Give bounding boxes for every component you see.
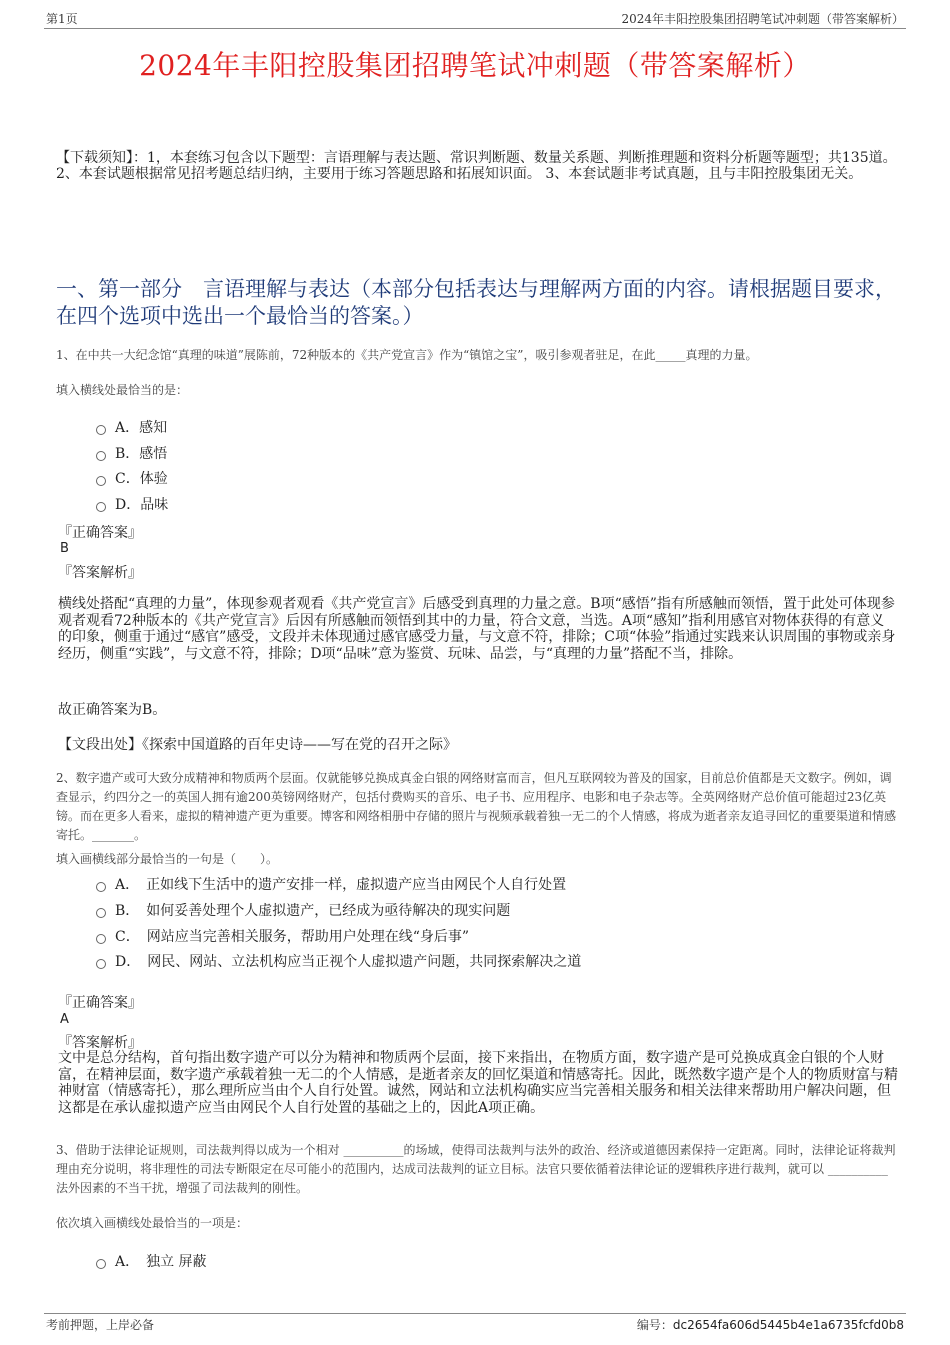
radio-icon[interactable] <box>96 1259 106 1269</box>
radio-icon[interactable] <box>96 959 106 969</box>
q1-prompt: 填入横线处最恰当的是： <box>56 383 189 397</box>
q1-conclusion: 故正确答案为B。 <box>58 702 167 718</box>
document-code <box>637 1316 904 1333</box>
q2-correct-label: 『正确答案』 <box>58 995 142 1011</box>
option-label: C．体验 <box>115 471 168 487</box>
running-title: 2024年丰阳控股集团招聘笔试冲刺题（带答案解析） <box>621 12 904 26</box>
q1-analysis-label: 『答案解析』 <box>58 565 142 581</box>
page-number: 第1页 <box>46 12 78 26</box>
radio-icon[interactable] <box>96 882 106 892</box>
radio-icon[interactable] <box>96 425 106 435</box>
q3-prompt: 依次填入画横线处最恰当的一项是： <box>56 1216 249 1230</box>
option-label: B． 如何妥善处理个人虚拟遗产，已经成为亟待解决的现实问题 <box>115 903 511 919</box>
radio-icon[interactable] <box>96 502 106 512</box>
option-label: A． 独立 屏蔽 <box>115 1254 207 1270</box>
q2-prompt: 填入画横线部分最恰当的一句是（ ）。 <box>56 852 279 866</box>
footer-divider <box>44 1313 906 1314</box>
q1-analysis: 横线处搭配“真理的力量”，体现参观者观看《共产党宣言》后感受到真理的力量之意。B项“感悟”指有所感触而领悟，置于此处可体现参观者观看72种版本的《共产党宣言》后因有所感触而领悟到其中的力量，符合文意，当选。A项“感知”指利用感官对物体获得的有意义的印象，侧重于通过“感官”感受，文段并未体现通过感官感受力量，与文意不符，排除；C项“体验”指通过实践来认识周围的事物或亲身经历，侧重“实践”，与文意不符，排除；D项“品味”意为鉴赏、玩味、品尝，与“真理的力量”搭配不当，排除。 <box>58 596 896 662</box>
q1-answer: B <box>60 541 69 556</box>
q1-option-c[interactable] <box>96 468 168 488</box>
q1-stem: 1、在中共一大纪念馆“真理的味道”展陈前，72种版本的《共产党宣言》作为“镇馆之宝”，吸引参观者驻足，在此_____真理的力量。 <box>56 348 758 362</box>
q1-option-d[interactable] <box>96 494 168 514</box>
option-label: B．感悟 <box>115 446 168 462</box>
q1-option-a[interactable] <box>96 417 167 437</box>
option-label: D． 网民、网站、立法机构应当正视个人虚拟遗产问题，共同探索解决之道 <box>115 954 582 970</box>
option-label: D．品味 <box>115 497 169 513</box>
q2-option-d[interactable] <box>96 951 581 971</box>
code-label: 编号： <box>636 1318 673 1332</box>
download-notice: 【下载须知】：1，本套练习包含以下题型：言语理解与表达题、常识判断题、数量关系题、判断推理题和资料分析题等题型；共135道。 2、本套试题根据常见招考题总结归纳，主要用于练习答题思路和拓展知识面。 3、本套试题非考试真题，且与丰阳控股集团无关。 <box>56 150 897 182</box>
q3-stem: 3、借助于法律论证规则，司法裁判得以成为一个相对 __________的场域，使得司法裁判与法外的政治、经济或道德因素保持一定距离。同时，法律论证将裁判理由充分说明，将非理性的司法专断限定在尽可能小的范围内，达成司法裁判的证立目标。法官只要依循着法律论证的逻辑秩序进行裁判，就可以 __________法外因素的不当干扰，增强了司法裁判的刚性。 <box>56 1143 896 1195</box>
radio-icon[interactable] <box>96 476 106 486</box>
option-label: A． 正如线下生活中的遗产安排一样，虚拟遗产应当由网民个人自行处置 <box>115 877 567 893</box>
q1-source: 【文段出处】《探索中国道路的百年史诗——写在党的召开之际》 <box>58 737 457 753</box>
q2-option-c[interactable] <box>96 926 469 946</box>
q2-analysis-label: 『答案解析』 <box>58 1035 142 1051</box>
document-title: 2024年丰阳控股集团招聘笔试冲刺题（带答案解析） <box>139 49 811 82</box>
q2-analysis: 文中是总分结构，首句指出数字遗产可以分为精神和物质两个层面，接下来指出，在物质方面，数字遗产是可兑换成真金白银的个人财富，在精神层面，数字遗产承载着独一无二的个人情感，是逝者亲友的回忆渠道和情感寄托。因此，既然数字遗产是个人的物质财富与精神财富（情感寄托），那么理所应当由个人自行处置。诚然，网站和立法机构确实应当完善相关服务和相关法律来帮助用户解决问题，但这都是在承认虚拟遗产应当由网民个人自行处置的基础之上的，因此A项正确。 <box>58 1050 898 1116</box>
code-value: dc2654fa606d5445b4e1a6735fcfd0b8 <box>672 1318 904 1332</box>
option-label: A．感知 <box>115 420 168 436</box>
q1-correct-label: 『正确答案』 <box>58 525 142 541</box>
q3-option-a[interactable] <box>96 1251 207 1271</box>
q2-answer: A <box>60 1012 69 1027</box>
radio-icon[interactable] <box>96 451 106 461</box>
option-label: C． 网站应当完善相关服务，帮助用户处理在线“身后事” <box>115 929 470 945</box>
footer-slogan: 考前押题，上岸必备 <box>46 1318 155 1332</box>
q2-stem: 2、数字遗产或可大致分成精神和物质两个层面。仅就能够兑换成真金白银的网络财富而言，但凡互联网较为普及的国家，目前总价值都是天文数字。例如，调查显示，约四分之一的英国人拥有逾200英镑网络财产，包括付费购买的音乐、电子书、应用程序、电影和电子杂志等。全英网络财产总价值可能超过23亿英镑。而在更多人看来，虚拟的精神遗产更为重要。博客和网络相册中存储的照片与视频承载着独一无二的个人情感，将成为逝者亲友追寻回忆的重要渠道和情感寄托。_______。 <box>56 771 897 842</box>
radio-icon[interactable] <box>96 934 106 944</box>
header-divider <box>44 28 906 29</box>
section-heading: 一、第一部分 言语理解与表达（本部分包括表达与理解两方面的内容。请根据题目要求，在四个选项中选出一个最恰当的答案。） <box>56 277 896 328</box>
radio-icon[interactable] <box>96 908 106 918</box>
q2-option-a[interactable] <box>96 874 566 894</box>
q1-option-b[interactable] <box>96 443 167 463</box>
q2-option-b[interactable] <box>96 900 510 920</box>
